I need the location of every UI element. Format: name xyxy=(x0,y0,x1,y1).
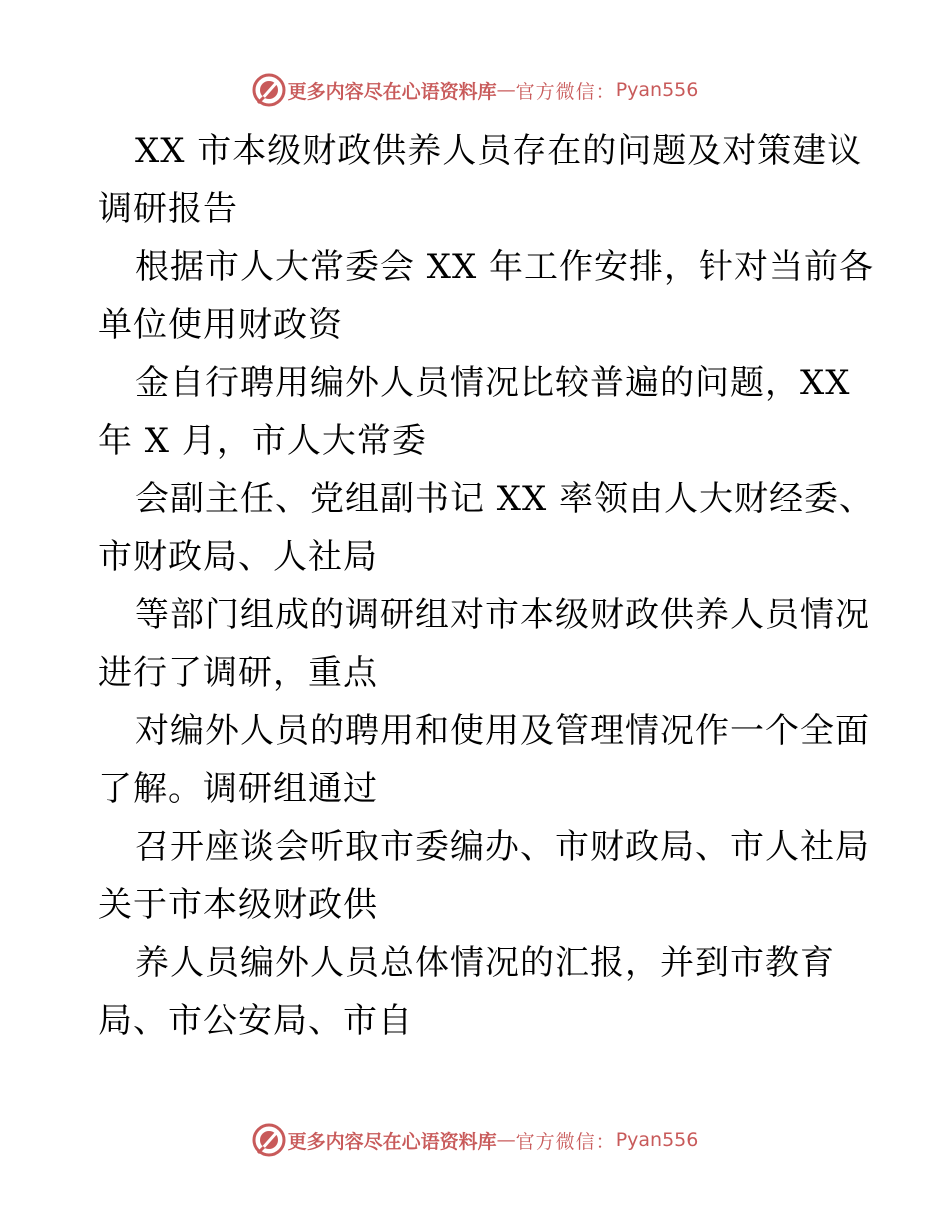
doc-title-line: XX 市本级财政供养人员存在的问题及对策建议 xyxy=(135,131,863,171)
header-banner xyxy=(0,70,950,110)
banner-site-text: 更多内容尽在心语资料库 xyxy=(287,80,497,103)
banner-wechat-id: Pyan556 xyxy=(615,1129,699,1151)
doc-text-line: 会副主任、党组副书记 XX 率领由人大财经委、 xyxy=(135,479,875,519)
doc-text-line: 养人员编外人员总体情况的汇报，并到市教育 xyxy=(135,943,835,983)
pen-logo-icon xyxy=(252,1123,286,1157)
banner-dash: — xyxy=(496,79,516,101)
banner-dash: — xyxy=(496,1129,516,1151)
doc-text-line: 单位使用财政资 xyxy=(98,305,343,345)
doc-text-line: 局、市公安局、市自 xyxy=(98,1001,413,1041)
doc-text-line: 年 X 月，市人大常委 xyxy=(98,421,427,461)
doc-text-line: 市财政局、人社局 xyxy=(98,537,378,577)
doc-text-line: 进行了调研，重点 xyxy=(98,653,378,693)
banner-wechat-id: Pyan556 xyxy=(615,79,699,101)
document-body xyxy=(98,122,888,1050)
footer-banner xyxy=(0,1120,950,1160)
doc-text-line: 等部门组成的调研组对市本级财政供养人员情况 xyxy=(135,595,870,635)
pen-logo-icon xyxy=(252,73,286,107)
doc-text-line: 金自行聘用编外人员情况比较普遍的问题，XX xyxy=(135,363,851,403)
doc-title-line: 调研报告 xyxy=(98,189,238,229)
doc-text-line: 对编外人员的聘用和使用及管理情况作一个全面 xyxy=(135,711,870,751)
banner-site-text: 更多内容尽在心语资料库 xyxy=(287,1130,497,1153)
doc-text-line: 召开座谈会听取市委编办、市财政局、市人社局 xyxy=(135,827,870,867)
doc-text-line: 了解。调研组通过 xyxy=(98,769,378,809)
doc-text-line: 关于市本级财政供 xyxy=(98,885,378,925)
banner-wechat-label: 官方微信： xyxy=(515,80,616,103)
banner-wechat-label: 官方微信： xyxy=(515,1130,616,1153)
doc-text-line: 根据市人大常委会 XX 年工作安排，针对当前各 xyxy=(135,247,875,287)
